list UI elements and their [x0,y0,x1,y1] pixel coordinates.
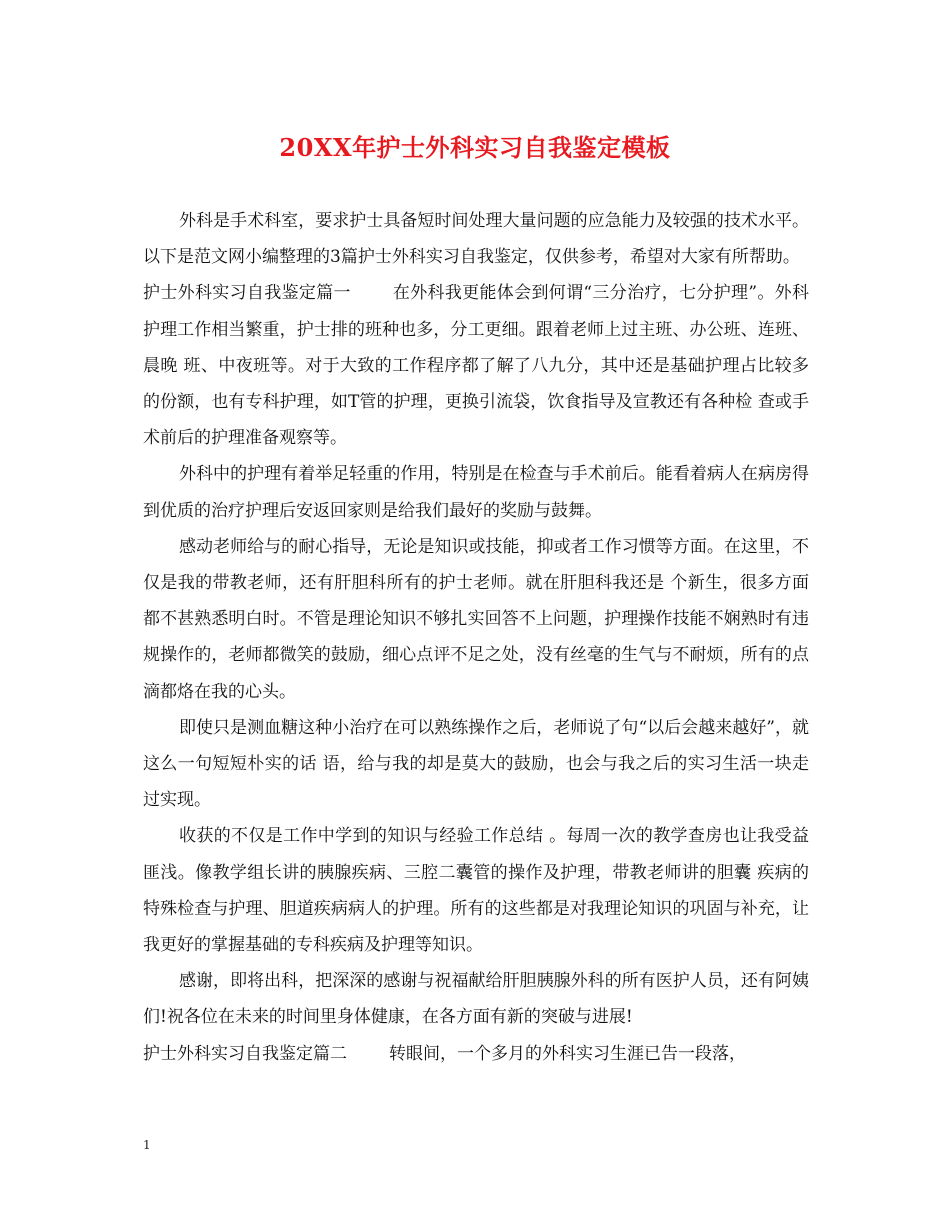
section-heading-two: 护士外科实习自我鉴定篇二 [143,1043,347,1064]
document-title: 20XX年护士外科实习自我鉴定模板 [279,133,671,162]
paragraph [143,818,809,963]
paragraph-text: 外科是手术科室，要求护士具备短时间处理大量问题的应急能力及较强的技术水平。以下是范文网小编整理的3篇护士外科实习自我鉴定，仅供参考，希望对大家有所帮助。 [143,211,809,268]
paragraph-section-one [143,275,809,456]
paragraph-text: 即使只是测血糖这种小治疗在可以熟练操作之后，老师说了句“以后会越来越好”，就这么一句短短朴实的话 语，给与我的却是莫大的鼓励，也会与我之后的实习生活一块走过实现。 [143,717,809,811]
section-heading-one: 护士外科实习自我鉴定篇一 [143,283,351,304]
paragraph [143,963,809,1035]
paragraph-text: 感动老师给与的耐心指导，无论是知识或技能，抑或者工作习惯等方面。在这里，不仅是我的带教老师，还有肝胆科所有的护士老师。就在肝胆科我还是 个新生，很多方面都不甚熟悉明白时。不管是理论知识不够扎实回答不上问题，护理操作技能不娴熟时有违规操作的，老师都微笑的鼓励，细心点评不足之处，没有丝毫的生气与不耐烦，所有的点滴都烙在我的心头。 [143,536,809,702]
paragraph-text: 在外科我更能体会到何谓“三分治疗，七分护理”。外科护理工作相当繁重，护士排的班种也多，分工更细。跟着老师上过主班、办公班、连班、晨晚 班、中夜班等。对于大致的工作程序都了解了八九分，其中还是基础护理占比较多的份额，也有专科护理，如T管的护理，更换引流袋，饮食指导及宣教还有各种检 查或手术前后的护理准备观察等。 [143,283,809,449]
paragraph-text: 外科中的护理有着举足轻重的作用，特别是在检查与手术前后。能看着病人在病房得到优质的治疗护理后安返回家则是给我们最好的奖励与鼓舞。 [143,464,809,521]
paragraph-text: 收获的不仅是工作中学到的知识与经验工作总结 。每周一次的教学查房也让我受益匪浅。像教学组长讲的胰腺疾病、三腔二囊管的操作及护理，带教老师讲的胆囊 疾病的特殊检查与护理、胆道疾病病人的护理。所有的这些都是对我理论知识的巩固与补充，让我更好的掌握基础的专科疾病及护理等知识。 [143,826,809,956]
paragraph [143,529,809,710]
paragraph-text: 转眼间，一个多月的外科实习生涯已告一段落， [389,1043,746,1064]
paragraph [143,710,809,819]
page-number: 1 [143,1138,151,1152]
document-body [143,203,809,1072]
paragraph-intro [143,203,809,275]
paragraph-section-two [143,1036,809,1072]
paragraph [143,456,809,528]
paragraph-text: 感谢，即将出科，把深深的感谢与祝福献给肝胆胰腺外科的所有医护人员，还有阿姨们!祝各位在未来的时间里身体健康，在各方面有新的突破与进展! [143,971,809,1028]
